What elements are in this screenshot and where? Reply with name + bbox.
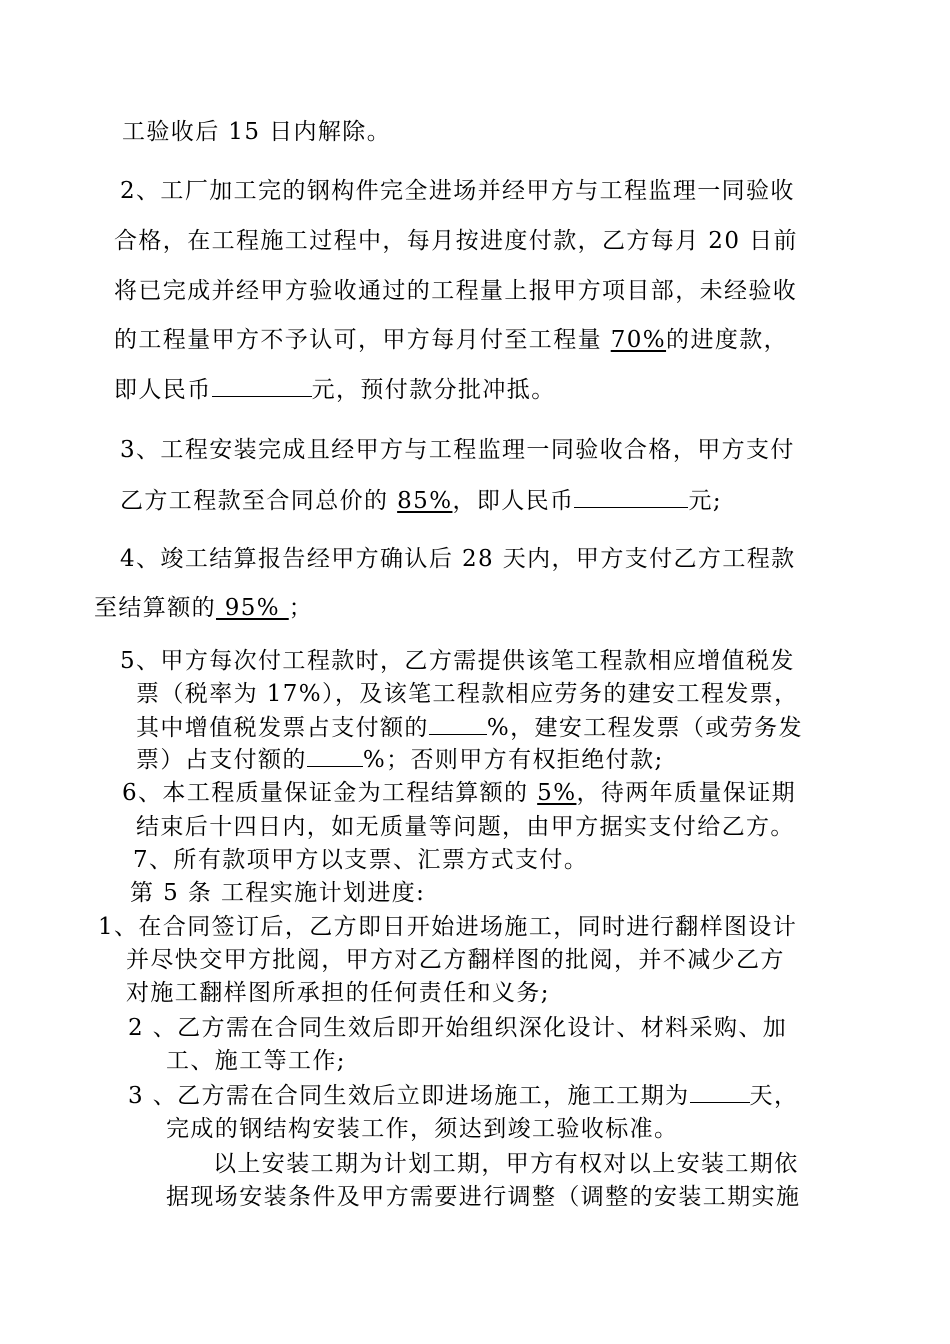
settlement-percent: 95% [216, 595, 289, 621]
text-line: 完成的钢结构安装工作，须达到竣工验收标准。 [166, 1116, 679, 1142]
schedule-item-1: 1、在合同签订后，乙方即日开始进场施工，同时进行翻样图设计 [98, 914, 798, 940]
clause-4-line: 4、竣工结算报告经甲方确认后 28 天内，甲方支付乙方工程款 [120, 546, 796, 572]
schedule-item-3: 3 、乙方需在合同生效后立即进场施工，施工工期为 天， [128, 1080, 798, 1111]
text-line: 乙方工程款至合同总价的 85%，即人民币 元; [120, 485, 722, 516]
progress-payment-percent: 70% [610, 327, 667, 353]
amount-blank [574, 485, 688, 508]
clause-6-line: 6、本工程质量保证金为工程结算额的 5%，待两年质量保证期 [122, 780, 797, 806]
percent-blank [307, 744, 363, 767]
clause-5-line: 5、甲方每次付工程款时，乙方需提供该笔工程款相应增值税发 [120, 648, 795, 674]
text-line: 至结算额的 95% ； [94, 595, 314, 621]
text-line: 据现场安装条件及甲方需要进行调整（调整的安装工期实施 [166, 1184, 801, 1210]
percent-blank [429, 712, 487, 735]
section-heading: 第 5 条 工程实施计划进度: [130, 880, 426, 906]
text-line: 以上安装工期为计划工期，甲方有权对以上安装工期依 [213, 1151, 799, 1177]
text-line: 工验收后 15 日内解除。 [122, 119, 392, 145]
schedule-item-2: 2 、乙方需在合同生效后即开始组织深化设计、材料采购、加 [128, 1015, 788, 1041]
amount-blank [212, 374, 312, 397]
text-line: 合格，在工程施工过程中，每月按进度付款，乙方每月 20 日前 [114, 228, 798, 254]
warranty-percent: 5% [537, 780, 577, 806]
clause-2-line: 2、工厂加工完的钢构件完全进场并经甲方与工程监理一同验收 [120, 178, 795, 204]
text-line: 票（税率为 17%），及该笔工程款相应劳务的建安工程发票， [136, 681, 799, 707]
completion-payment-percent: 85% [397, 488, 453, 514]
text-line: 的工程量甲方不予认可，甲方每月付至工程量 70%的进度款， [114, 327, 789, 353]
clause-3-line: 3、工程安装完成且经甲方与工程监理一同验收合格，甲方支付 [120, 437, 795, 463]
text-line: 其中增值税发票占支付额的 %，建安工程发票（或劳务发 [136, 712, 803, 743]
text-line: 将已完成并经甲方验收通过的工程量上报甲方项目部，未经验收 [114, 278, 798, 304]
text-line: 即人民币 元，预付款分批冲抵。 [114, 374, 556, 405]
text-line: 工、施工等工作; [166, 1048, 346, 1074]
text-line: 结束后十四日内，如无质量等问题，由甲方据实支付给乙方。 [136, 814, 795, 840]
text-line: 票）占支付额的 %；否则甲方有权拒绝付款; [136, 744, 664, 775]
text-line: 并尽快交甲方批阅，甲方对乙方翻样图的批阅，并不减少乙方 [126, 947, 785, 973]
text-line: 对施工翻样图所承担的任何责任和义务; [126, 980, 550, 1006]
clause-7-line: 7、所有款项甲方以支票、汇票方式支付。 [133, 847, 589, 873]
days-blank [690, 1080, 750, 1103]
